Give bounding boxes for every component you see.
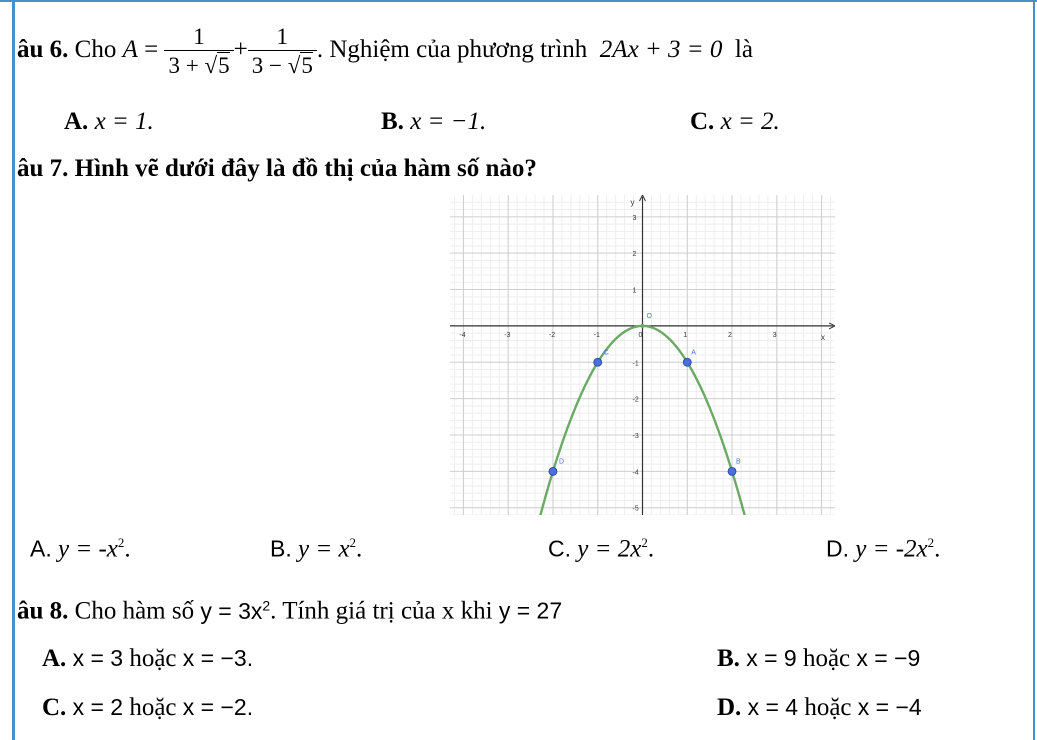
q8-option-c-or: hoặc xyxy=(129,694,177,721)
q8-option-d[interactable] xyxy=(717,694,922,722)
q8-func-y: y = 3x xyxy=(200,597,263,624)
question-8 xyxy=(17,597,562,626)
q8-option-a-letter: A. xyxy=(42,645,67,672)
q8-option-b-v2: x = −9 xyxy=(856,645,921,671)
q7-option-c-exp: 2 xyxy=(641,535,648,550)
y-tick-label: 3 xyxy=(632,214,637,222)
point-label-d: D xyxy=(558,458,565,466)
q6-option-b-letter: B. xyxy=(381,108,404,135)
q6-option-a[interactable] xyxy=(64,108,154,136)
q7-option-a-exp: 2 xyxy=(117,535,125,550)
q8-option-d-v2: x = −4 xyxy=(857,694,922,720)
top-border xyxy=(0,0,1037,2)
q6-eq: = xyxy=(144,36,159,64)
q8-option-b-v1: x = 9 xyxy=(746,645,797,671)
q7-option-d-end: . xyxy=(934,535,941,563)
q6-equation: 2Ax + 3 = 0 xyxy=(599,36,723,64)
y-tick-label: -3 xyxy=(632,433,639,440)
q7-option-b-letter: B. xyxy=(270,535,292,562)
point-d xyxy=(549,467,557,475)
y-tick-label: -5 xyxy=(632,505,639,513)
point-c xyxy=(594,358,602,366)
q6-frac2-den-b: 5 xyxy=(301,53,313,78)
q6-option-a-value: x = 1. xyxy=(94,108,154,135)
y-axis-label: y xyxy=(630,198,635,207)
q8-option-a-or: hoặc xyxy=(129,645,177,672)
q8-option-c-letter: C. xyxy=(42,694,67,721)
q7-option-b-end: . xyxy=(356,535,363,563)
q8-text-a: Cho hàm số xyxy=(74,597,195,625)
question-6 xyxy=(17,24,753,79)
point-a xyxy=(683,358,691,366)
parabola-graph xyxy=(450,195,835,515)
q7-text: Hình vẽ dưới đây là đồ thị của hàm số nào? xyxy=(74,155,537,182)
x-axis-label: x xyxy=(821,332,825,342)
q7-option-c-end: . xyxy=(647,535,655,563)
q8-label: âu 8. xyxy=(17,597,69,625)
q6-plus: + xyxy=(233,36,248,64)
q6-fraction-1 xyxy=(164,24,233,79)
q8-cond: y = 27 xyxy=(498,597,563,624)
point-label-c: C xyxy=(603,349,609,357)
y-tick-label: 2 xyxy=(632,251,637,259)
q6-frac1-den-a: 3 + xyxy=(168,53,199,78)
q6-frac2-den-a: 3 − xyxy=(251,53,282,78)
q6-frac2-den xyxy=(248,50,317,79)
q8-func xyxy=(200,598,270,624)
q6-lead: Cho xyxy=(74,36,117,64)
q8-option-d-or: hoặc xyxy=(804,694,852,721)
q7-option-c-letter: C. xyxy=(548,535,571,562)
sqrt-icon: √ xyxy=(204,53,218,78)
q7-label: âu 7. xyxy=(17,155,69,182)
point-o xyxy=(641,324,645,328)
q8-option-b-or: hoặc xyxy=(802,645,851,672)
q7-option-c-value: y = 2x xyxy=(577,535,642,563)
q7-option-b[interactable] xyxy=(270,535,362,563)
q6-frac1-den xyxy=(164,50,233,79)
q7-option-d-exp: 2 xyxy=(927,535,935,550)
q6-label: âu 6. xyxy=(17,36,69,64)
q6-option-c-value: x = 2. xyxy=(720,108,780,135)
point-label-a: A xyxy=(691,349,696,357)
q6-fraction-2 xyxy=(248,24,317,79)
right-border xyxy=(1033,0,1035,740)
x-tick-label: 3 xyxy=(772,331,777,339)
sqrt-icon: √ xyxy=(287,53,301,78)
x-tick-label: 2 xyxy=(728,331,732,339)
x-tick-label: 1 xyxy=(683,331,688,339)
q6-option-c[interactable] xyxy=(690,108,780,136)
q6-option-a-letter: A. xyxy=(64,108,89,135)
point-b xyxy=(728,467,736,475)
y-tick-label: -1 xyxy=(632,360,639,368)
q8-option-a-v1: x = 3 xyxy=(72,645,124,671)
q7-option-a-end: . xyxy=(124,535,131,563)
q7-option-d-letter: D. xyxy=(826,535,849,562)
q6-option-c-letter: C. xyxy=(690,108,715,135)
left-margin-line xyxy=(12,0,15,740)
q6-option-b-value: x = −1. xyxy=(410,108,487,135)
q8-option-a[interactable] xyxy=(42,645,253,673)
q7-option-a[interactable] xyxy=(30,535,131,563)
q8-option-c-v1: x = 2 xyxy=(72,694,124,720)
q7-option-a-value: y = -x xyxy=(57,535,118,563)
q8-func-exp: 2 xyxy=(262,597,271,613)
q7-option-d[interactable] xyxy=(826,535,940,563)
q6-var-a: A xyxy=(122,36,138,64)
q6-frac2-num: 1 xyxy=(276,24,288,49)
y-tick-label: 1 xyxy=(632,287,637,295)
q8-option-b[interactable] xyxy=(717,645,920,673)
x-tick-label: 0 xyxy=(638,331,643,339)
q6-frac1-num: 1 xyxy=(193,24,205,49)
q7-option-a-letter: A. xyxy=(30,535,52,562)
x-tick-label: -1 xyxy=(593,331,600,339)
q6-option-b[interactable] xyxy=(381,108,486,136)
q6-tail: là xyxy=(734,36,753,64)
q6-dot: . xyxy=(316,36,324,64)
q8-text-b: . Tính giá trị của x khi xyxy=(270,597,493,625)
q8-option-a-v2: x = −3. xyxy=(182,645,254,671)
y-tick-label: -2 xyxy=(632,396,639,404)
q8-option-c[interactable] xyxy=(42,694,253,722)
point-label-b: B xyxy=(736,458,741,466)
q8-option-d-v1: x = 4 xyxy=(747,694,799,720)
y-tick-label: -4 xyxy=(632,469,639,477)
x-tick-label: -2 xyxy=(548,331,556,339)
q8-option-b-letter: B. xyxy=(717,645,740,672)
q6-text: Nghiệm của phương trình xyxy=(329,36,588,64)
q7-option-b-value: y = x xyxy=(297,535,350,563)
q8-option-d-letter: D. xyxy=(717,694,742,721)
question-7 xyxy=(17,155,537,183)
q6-frac1-den-b: 5 xyxy=(218,53,230,78)
q7-option-b-exp: 2 xyxy=(349,535,357,550)
q8-option-c-v2: x = −2. xyxy=(182,694,254,720)
x-tick-label: -4 xyxy=(459,331,466,339)
q7-option-d-value: y = -2x xyxy=(855,535,928,563)
q7-option-c[interactable] xyxy=(548,535,654,563)
x-tick-label: -3 xyxy=(504,331,511,339)
point-label-o: O xyxy=(646,312,652,320)
